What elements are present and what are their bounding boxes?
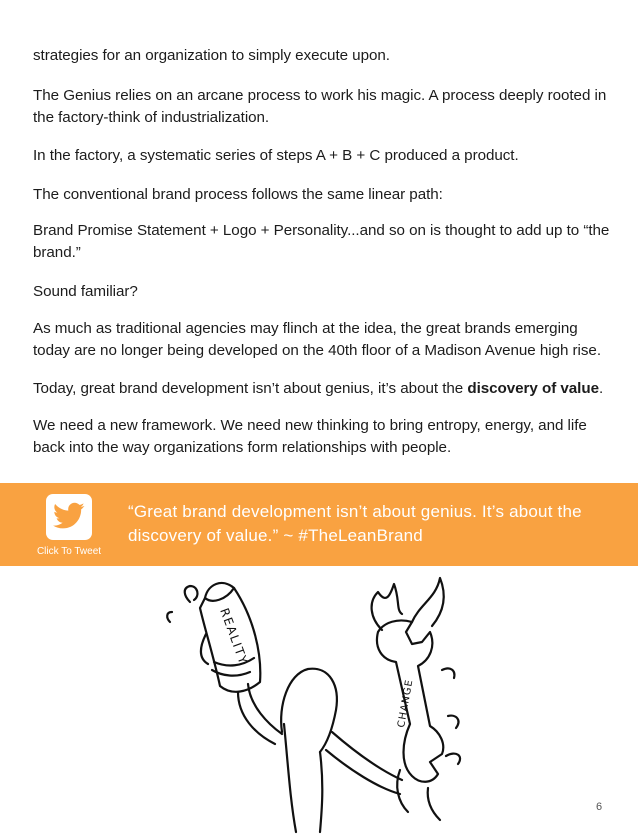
emphasis-discovery-of-value: discovery of value [467, 380, 599, 397]
page-number: 6 [596, 801, 603, 813]
person-figure [281, 669, 337, 752]
click-to-tweet-banner [0, 483, 638, 566]
paragraph-4: The conventional brand process follows the same linear path: [33, 186, 443, 203]
paragraph-8 [33, 378, 613, 400]
paragraph-8-end: . [598, 380, 604, 397]
can-label: REALITY [217, 606, 251, 667]
reality-change-illustration [150, 574, 480, 834]
twitter-icon-box [46, 494, 92, 540]
paragraph-5: Brand Promise Statement + Logo + Personality...and so on is thought to add up to “the brand.” [33, 222, 610, 261]
paragraph-2: The Genius relies on an arcane process to work his magic. A process deeply rooted in the factory-think of industrialization. [33, 87, 607, 126]
click-to-tweet-label: Click To Tweet [36, 546, 102, 557]
wrench-label: CHANGE [396, 678, 416, 729]
paragraph-7: As much as traditional agencies may flinch at the idea, the great brands emerging today are no longer being developed on the 40th floor of a Madison Avenue high rise. [33, 320, 601, 359]
twitter-bird-icon [53, 502, 85, 530]
paragraph-6: Sound familiar? [33, 283, 138, 300]
click-to-tweet-button[interactable] [33, 492, 105, 562]
paragraph-1: strategies for an organization to simply execute upon. [33, 47, 390, 64]
paragraph-3: In the factory, a systematic series of steps A + B + C produced a product. [33, 147, 519, 164]
tweet-quote-text[interactable]: “Great brand development isn’t about genius. It’s about the discovery of value.” ~ #TheLeanBrand [128, 502, 582, 545]
paragraph-9: We need a new framework. We need new thinking to bring entropy, energy, and life back into the way organizations form relationships with people. [33, 417, 587, 456]
paragraph-8-text: Today, great brand development isn’t about genius, it’s about the [33, 380, 468, 397]
